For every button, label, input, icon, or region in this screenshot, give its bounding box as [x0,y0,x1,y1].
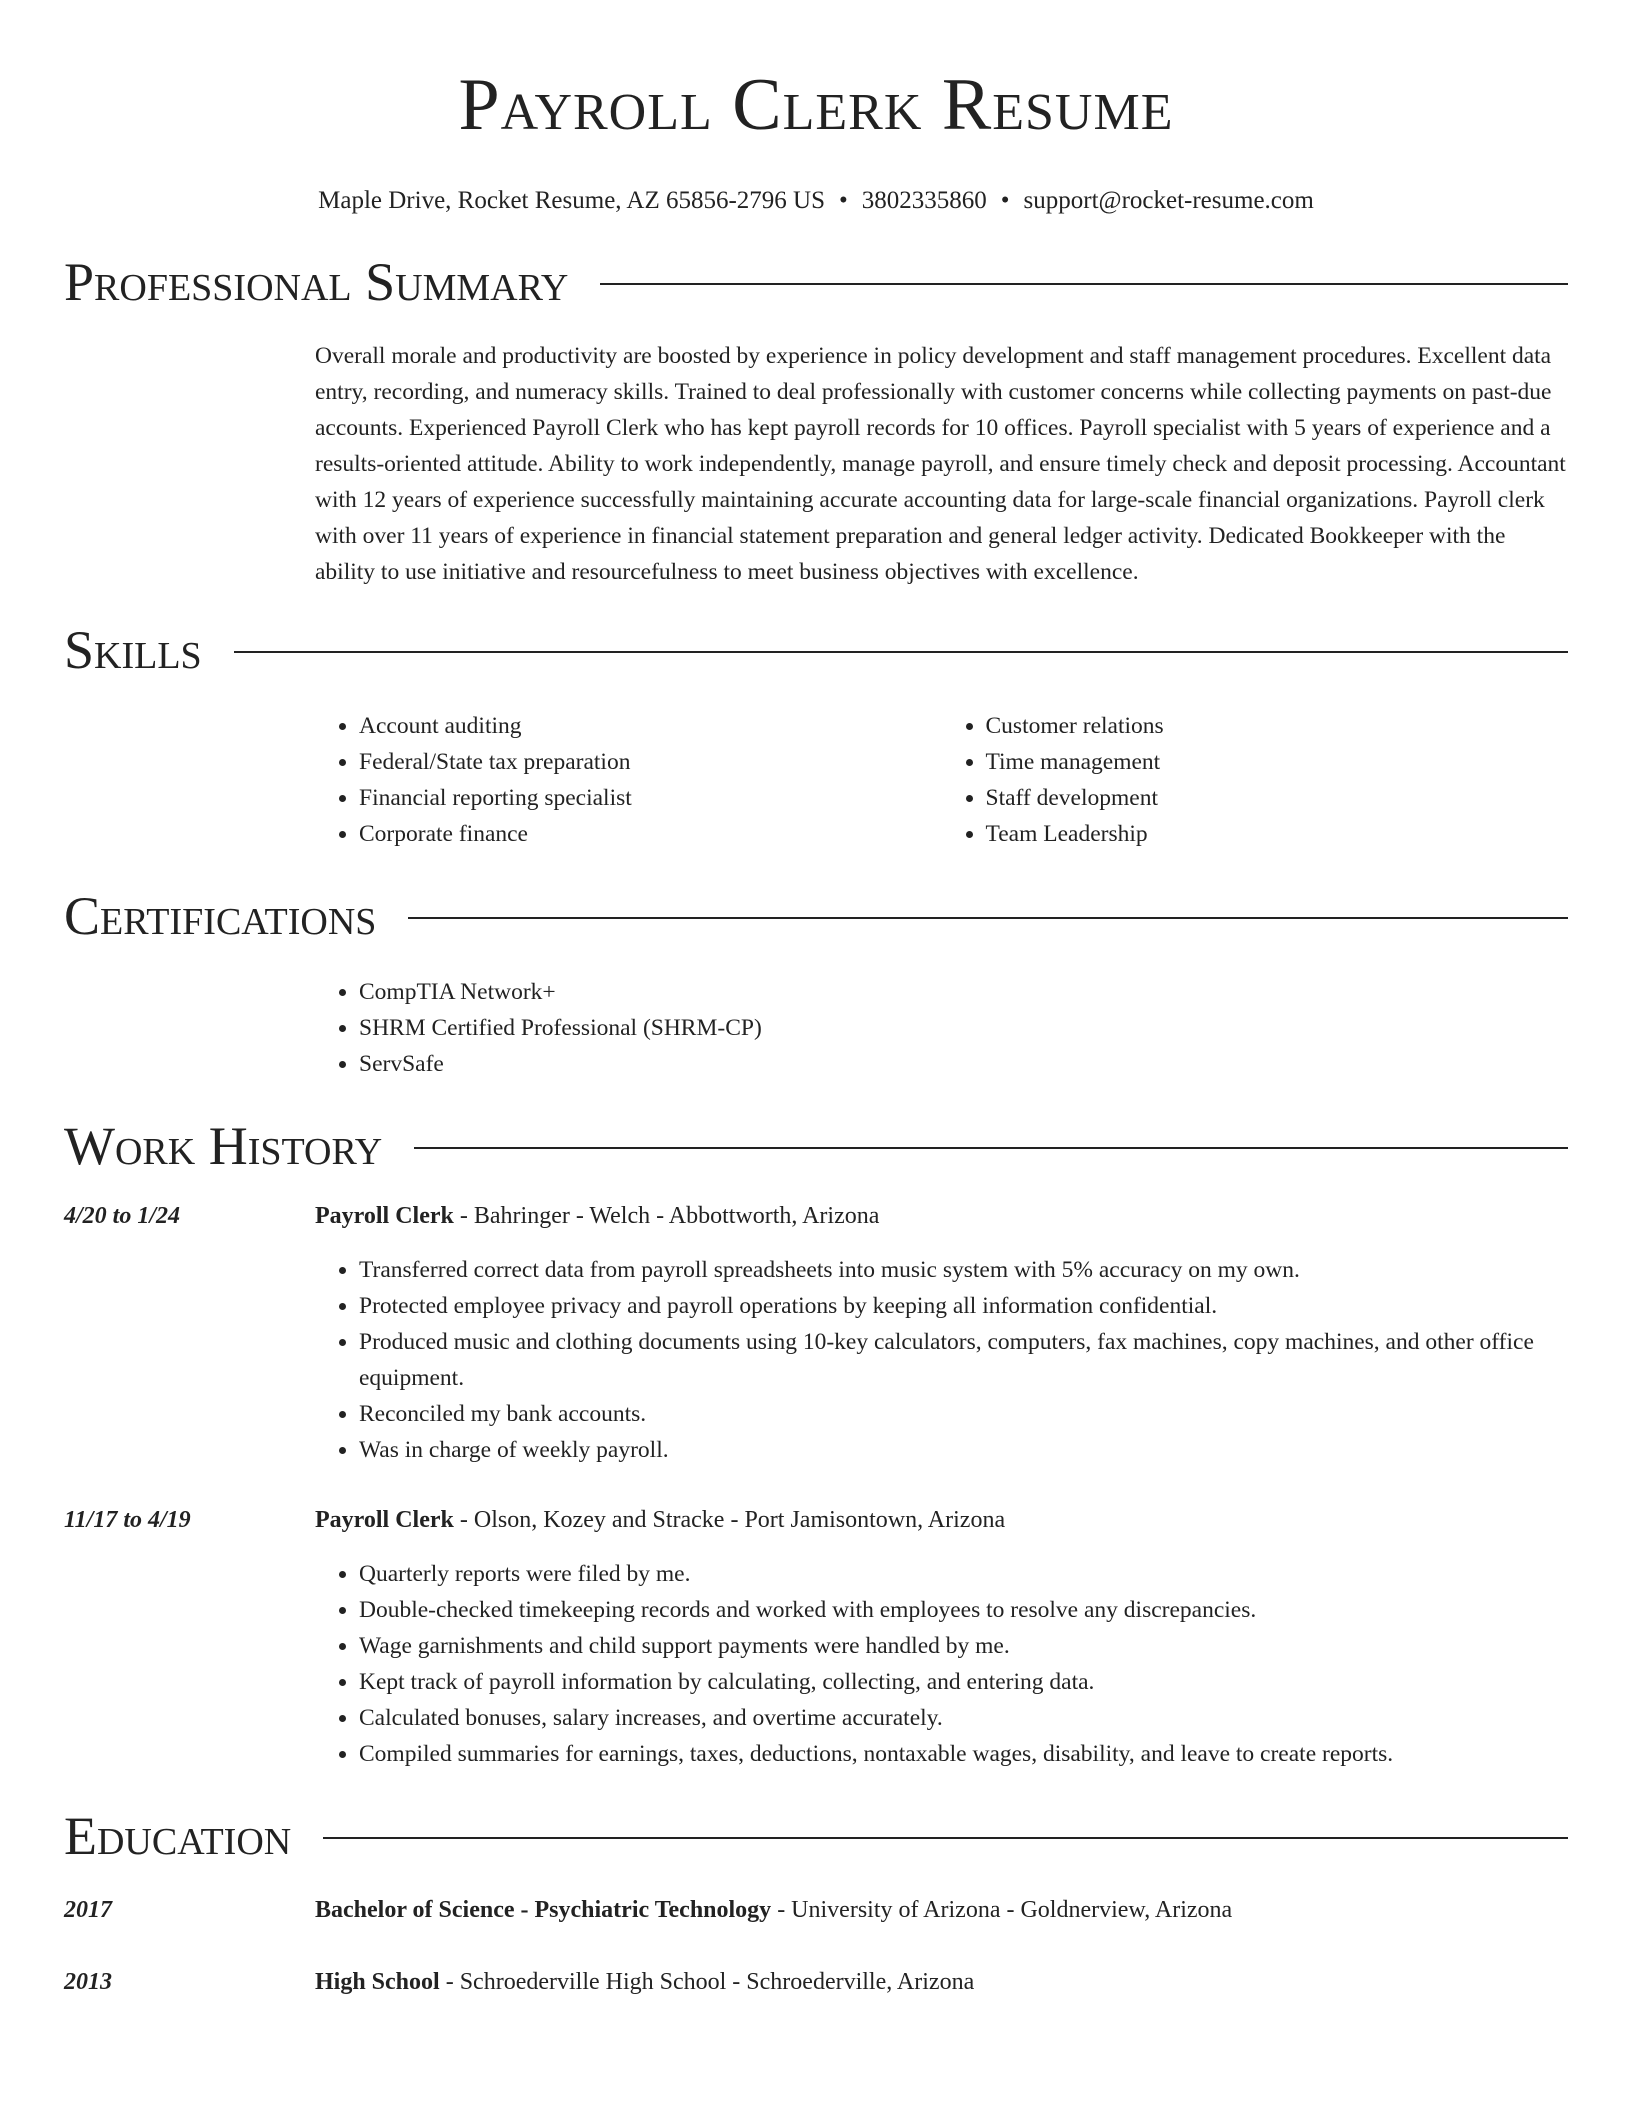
education-heading: Education [64,1806,292,1866]
certification-item: • SHRM Certified Professional (SHRM-CP) [359,1010,1568,1046]
job-info [315,1502,1005,1538]
section-divider [408,917,1568,919]
summary-text: Overall morale and productivity are boosted by experience in policy development and staff management procedures. Excellent data entry, recording, and numeracy skills. Trained to deal professionally with customer concerns while collecting payments on past-due accounts. Experienced Payroll Clerk who has kept payroll records for 10 offices. Payroll specialist with 5 years of experience and a results-oriented attitude. Ability to work independently, manage payroll, and ensure timely check and deposit processing. Accountant with 12 years of experience successfully maintaining accurate accounting data for large-scale financial organizations. Payroll clerk with over 11 years of experience in financial statement preparation and general ledger activity. Dedicated Bookkeeper with the ability to use initiative and resourcefulness to meet business objectives with excellence. [315,343,1566,585]
education-year: 2013 [64,1969,112,1995]
resume-title: Payroll Clerk Resume [458,64,1174,146]
section-divider [600,283,1568,285]
skills-grid [315,708,1568,852]
skills-list-right [942,708,1569,852]
contact-email: support@rocket-resume.com [1023,187,1314,214]
certification-item: • CompTIA Network+ [359,974,1568,1010]
section-divider [234,651,1568,653]
summary-section-header [64,250,1568,314]
job-header [64,1502,1568,1538]
contact-address: Maple Drive, Rocket Resume, AZ 65856-2796 US [318,187,826,214]
work-heading: Work History [64,1116,383,1176]
skills-list-left [315,708,942,852]
skill-item: • Financial reporting specialist [359,780,942,816]
skill-item: • Customer relations [986,708,1569,744]
job-title: Payroll Clerk [315,1203,454,1229]
education-degree: High School [315,1969,440,1995]
job-duty: • Double-checked timekeeping records and worked with employees to resolve any discrepancies. [359,1592,1568,1628]
education-entry [64,1964,1568,2000]
skill-item: • Federal/State tax preparation [359,744,942,780]
work-section-header [64,1114,1568,1178]
contact-line [64,186,1568,216]
skill-item: • Staff development [986,780,1569,816]
job-title: Payroll Clerk [315,1507,454,1533]
job-duty: • Transferred correct data from payroll spreadsheets into music system with 5% accuracy on my own. [359,1252,1568,1288]
certifications-section-header [64,884,1568,948]
contact-separator: • [1000,187,1010,214]
contact-phone: 3802335860 [861,187,987,214]
education-section-header [64,1804,1568,1868]
job-duty: • Quarterly reports were filed by me. [359,1556,1568,1592]
skills-heading: Skills [64,620,202,680]
education-details: - University of Arizona - Goldnerview, Arizona [771,1897,1233,1923]
education-entry [64,1892,1568,1928]
job-duty: • Compiled summaries for earnings, taxes, deductions, nontaxable wages, disability, and leave to create reports. [359,1736,1568,1772]
job-details: - Bahringer - Welch - Abbottworth, Arizona [453,1203,880,1229]
job-duty: • Kept track of payroll information by calculating, collecting, and entering data. [359,1664,1568,1700]
education-details: - Schroederville High School - Schroederville, Arizona [439,1969,975,1995]
education-degree: Bachelor of Science - Psychiatric Technology [315,1897,772,1923]
job-duty: • Calculated bonuses, salary increases, and overtime accurately. [359,1700,1568,1736]
job-dates: 4/20 to 1/24 [64,1203,181,1229]
skill-item: • Corporate finance [359,816,942,852]
certification-item: • ServSafe [359,1046,1568,1082]
summary-heading: Professional Summary [64,252,569,312]
certifications-list [315,974,1568,1082]
job-duties [315,1556,1568,1772]
contact-separator: • [839,187,848,214]
section-divider [323,1837,1568,1839]
skill-item: • Time management [986,744,1569,780]
job-entry [64,1502,1568,1772]
job-header [64,1198,1568,1234]
skills-section-header [64,618,1568,682]
skill-item: • Account auditing [359,708,942,744]
skill-item: • Team Leadership [986,816,1569,852]
job-entry [64,1198,1568,1468]
job-info [315,1198,879,1234]
job-duties [315,1252,1568,1468]
job-duty: • Produced music and clothing documents using 10-key calculators, computers, fax machines, copy machines, and other office equipment. [359,1324,1568,1396]
certifications-heading: Certifications [64,886,377,946]
education-year: 2017 [64,1897,112,1923]
job-details: - Olson, Kozey and Stracke - Port Jamisontown, Arizona [453,1507,1006,1533]
job-duties-list [315,1556,1568,1772]
job-duty: • Wage garnishments and child support payments were handled by me. [359,1628,1568,1664]
job-duty: • Protected employee privacy and payroll operations by keeping all information confidential. [359,1288,1568,1324]
job-duties-list [315,1252,1568,1468]
job-duty: • Was in charge of weekly payroll. [359,1432,1568,1468]
job-dates: 11/17 to 4/19 [64,1507,191,1533]
certifications-block [315,974,1568,1082]
education-info [315,1964,974,2000]
education-info [315,1892,1232,1928]
section-divider [414,1147,1568,1149]
job-duty: • Reconciled my bank accounts. [359,1396,1568,1432]
